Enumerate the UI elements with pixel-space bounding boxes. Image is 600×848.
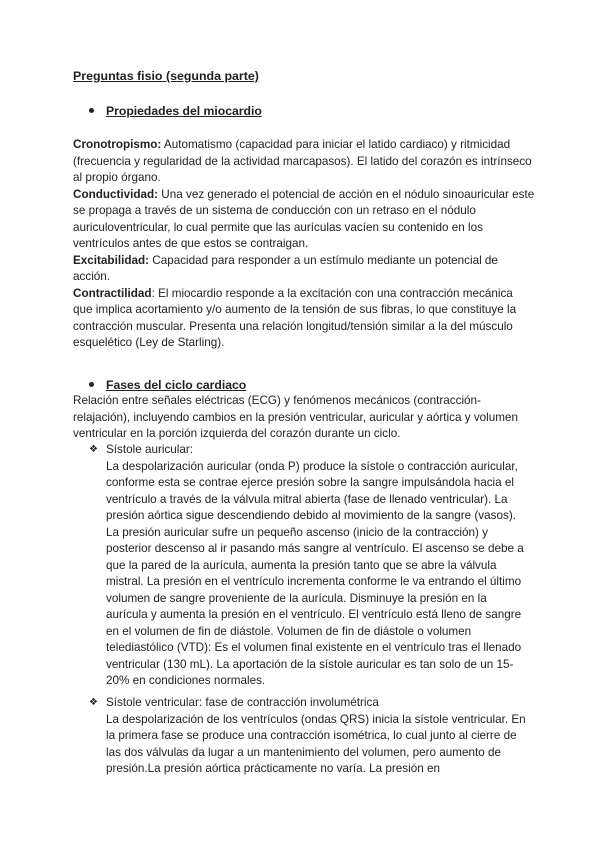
document-title: Preguntas fisio (segunda parte) — [73, 69, 259, 83]
diamond-bullet-icon: ❖ — [89, 697, 98, 708]
property-term: Conductividad: — [73, 187, 159, 201]
intro-paragraph: Relación entre señales eléctricas (ECG) y fenómenos mecánicos (contracción-relajación), incluyendo cambios en la presión ventricular, auricular y aórtica y volumen ventricular en la porción izquierda del corazón durante un ciclo. — [73, 394, 518, 440]
subsection-title-row — [89, 695, 529, 712]
property-text: : El miocardio responde a la excitación con una contracción mecánica que implica acortamiento y/o aumento de la tensión de sus fibras, lo que constituye la contracción muscular. Presenta una relación longitud/tensión similar a la del músculo esquelético (Ley de Starling). — [73, 286, 517, 349]
section-heading-propiedades — [89, 103, 262, 120]
section-heading-label: Fases del ciclo cardiaco — [106, 378, 247, 392]
property-text: Capacidad para responder a un estímulo mediante un potencial de acción. — [73, 253, 498, 283]
section-heading-label: Propiedades del miocardio — [106, 104, 262, 118]
property-paragraph — [73, 187, 535, 253]
property-term: Excitabilidad: — [73, 253, 149, 267]
property-paragraph — [73, 137, 535, 187]
property-term: Contractilidad — [73, 286, 152, 300]
bullet-icon — [89, 382, 94, 387]
subsection-sistole-ventricular — [89, 695, 529, 778]
subsection-title: Sístole auricular: — [106, 443, 194, 456]
subsection-body: La despolarización de los ventrículos (ondas QRS) inicia la sístole ventricular. En la primera fase se produce una contracción isométrica, lo cual junto al cierre de las dos válvulas da lugar a un mantenimiento del volumen, pero aumento de presión.La presión aórtica prácticamente no varía. La presión en — [106, 712, 526, 775]
property-paragraph — [73, 253, 535, 286]
property-term: Cronotropismo: — [73, 138, 162, 151]
property-text: Automatismo (capacidad para iniciar el latido cardiaco) y ritmicidad (frecuencia y regularidad de la actividad marcapasos). El latido del corazón es intrínseco al propio órgano. — [73, 138, 532, 184]
diamond-bullet-icon: ❖ — [89, 444, 98, 455]
subsection-title: Sístole ventricular: fase de contracción involumétrica — [106, 696, 379, 709]
section-heading-fases — [89, 377, 246, 394]
subsection-title-row — [89, 442, 529, 459]
property-paragraph — [73, 286, 535, 352]
property-text: Una vez generado el potencial de acción en el nódulo sinoauricular este se propaga a través de un sistema de conducción con un retraso en el nódulo auriculoventricular, lo cual permite que las aurículas vacíen su contenido en los ventrículos antes de que estos se contraigan. — [73, 187, 535, 250]
properties-block — [73, 137, 535, 352]
subsection-sistole-auricular — [89, 442, 529, 690]
fases-intro — [73, 393, 535, 443]
bullet-icon — [89, 108, 94, 113]
subsection-body: La despolarización auricular (onda P) produce la sístole o contracción auricular, conforme esta se contrae ejerce presión sobre la sangre impulsándola hacia el ventrículo a través de la válvula mitral abierta (fase de llenado ventricular). La presión aórtica sigue descendiendo debido al movimiento de la sangre (vasos). La presión auricular sufre un pequeño ascenso (inicio de la contracción) y posterior descenso al ir pasando más sangre al ventrículo. El ascenso se debe a que la pared de la aurícula, aumenta la presión tanto que se abre la válvula mistral. La presión en el ventrículo incrementa conforme le va entrando el último volumen de sangre proveniente de la aurícula. Disminuye la presión en la aurícula y aumenta la presión en el ventrículo. El ventrículo está lleno de sangre en el volumen de fin de diástole. Volumen de fin de diástole o volumen telediastólico (VTD): Es el volumen final existente en el ventrículo tras el llenado ventricular (130 mL). La aportación de la sístole auricular es tan solo de un 15-20% en condiciones normales. — [106, 459, 524, 687]
